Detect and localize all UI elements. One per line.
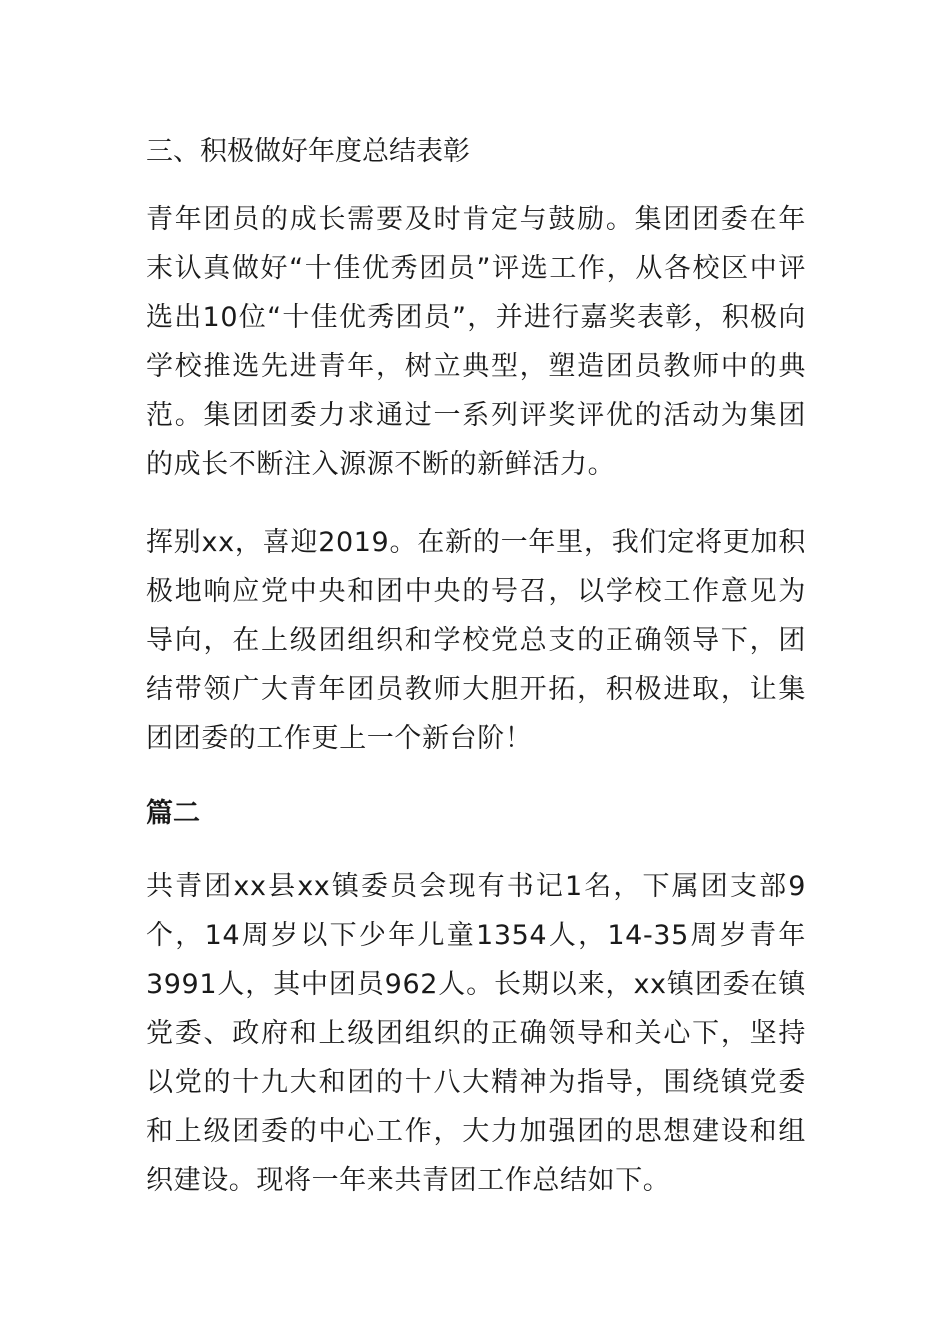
section-heading: 三、积极做好年度总结表彰 [146,136,470,167]
paragraph-commendation: 青年团员的成长需要及时肯定与鼓励。集团团委在年末认真做好“十佳优秀团员”评选工作，从各校区中评选出10位“十佳优秀团员”，并进行嘉奖表彰，积极向学校推选先进青年，树立典型，塑造团员教师中的典范。集团团委力求通过一系列评奖评优的活动为集团的成长不断注入源源不断的新鲜活力。 [146,204,806,480]
paragraph-town-league-summary: 共青团xx县xx镇委员会现有书记1名，下属团支部9个，14周岁以下少年儿童1354人，14-35周岁青年3991人，其中团员962人。长期以来，xx镇团委在镇党委、政府和上级团组织的正确领导和关心下，坚持以党的十九大和团的十八大精神为指导，围绕镇党委和上级团委的中心工作，大力加强团的思想建设和组织建设。现将一年来共青团工作总结如下。 [146,871,806,1196]
paragraph-new-year: 挥别xx，喜迎2019。在新的一年里，我们定将更加积极地响应党中央和团中央的号召，以学校工作意见为导向，在上级团组织和学校党总支的正确领导下，团结带领广大青年团员教师大胆开拓，积极进取，让集团团委的工作更上一个新台阶！ [146,527,806,754]
part-two-title: 篇二 [146,798,200,829]
